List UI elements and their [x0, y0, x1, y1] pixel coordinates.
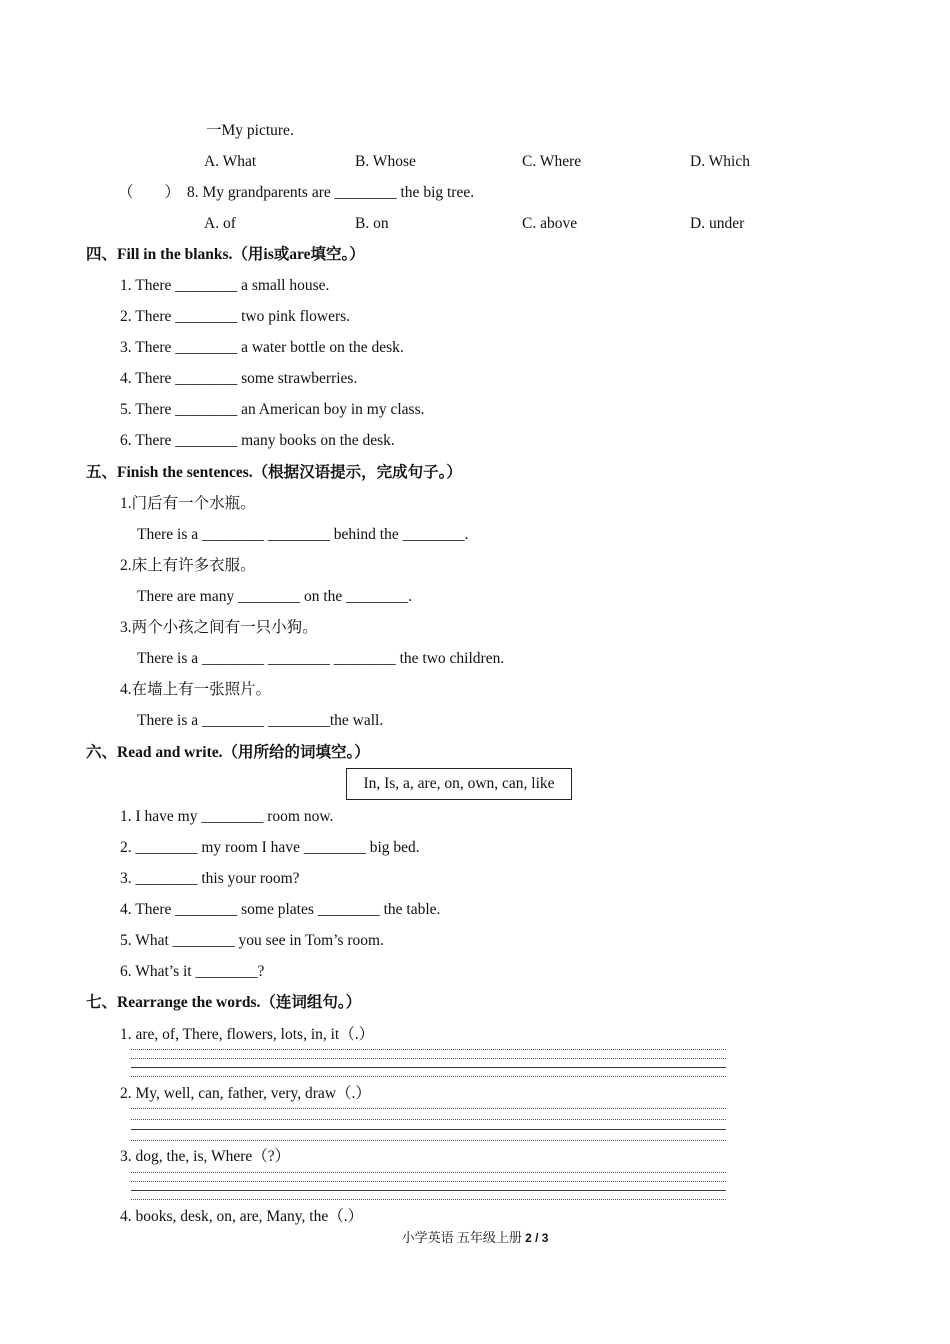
section4-item-1: 1. There ________ a small house. [120, 277, 330, 294]
section4-title: 四、Fill in the blanks.（用is或are填空。） [86, 246, 365, 263]
q8-option-a: A. of [204, 215, 236, 232]
section7-item-4: 4. books, desk, on, are, Many, the（.） [120, 1208, 364, 1225]
section5-item-2-en: There are many ________ on the ________. [137, 588, 413, 605]
q7-option-a: A. What [204, 153, 257, 170]
section5-item-3-cn: 3.两个小孩之间有一只小狗。 [120, 619, 318, 636]
section4-item-2: 2. There ________ two pink flowers. [120, 308, 351, 325]
q8-option-b: B. on [355, 215, 389, 232]
section5-item-4-en: There is a ________ ________the wall. [137, 712, 384, 729]
section7-item-3: 3. dog, the, is, Where（?） [120, 1148, 291, 1165]
section4-item-5: 5. There ________ an American boy in my class. [120, 401, 425, 418]
section4-item-6: 6. There ________ many books on the desk. [120, 432, 395, 449]
page-footer [0, 1229, 950, 1247]
section4-item-3: 3. There ________ a water bottle on the desk. [120, 339, 404, 356]
word-bank-box: In, Is, a, are, on, own, can, like [346, 768, 572, 800]
section5-item-1-cn: 1.门后有一个水瓶。 [120, 495, 256, 512]
page-number: 2 / 3 [525, 1231, 549, 1245]
section6-item-2: 2. ________ my room I have ________ big bed. [120, 839, 420, 856]
section4-item-4: 4. There ________ some strawberries. [120, 370, 358, 387]
q8-stem: 8. My grandparents are ________ the big tree. [187, 184, 475, 201]
q7-stem: 一My picture. [206, 122, 294, 139]
section5-item-4-cn: 4.在墙上有一张照片。 [120, 681, 272, 698]
section6-item-4: 4. There ________ some plates ________ the table. [120, 901, 441, 918]
section6-item-5: 5. What ________ you see in Tom’s room. [120, 932, 384, 949]
q8-option-d: D. under [690, 215, 745, 232]
q8-answer-paren[interactable]: （ ） [118, 184, 181, 201]
section5-title: 五、Finish the sentences.（根据汉语提示，完成句子。） [86, 464, 462, 481]
section5-item-1-en: There is a ________ ________ behind the ________. [137, 526, 469, 543]
section5-item-3-en: There is a ________ ________ ________ the two children. [137, 650, 505, 667]
q7-option-b: B. Whose [355, 153, 416, 170]
section6-item-6: 6. What’s it ________? [120, 963, 265, 980]
section6-item-1: 1. I have my ________ room now. [120, 808, 334, 825]
q7-option-c: C. Where [522, 153, 582, 170]
section7-item-2: 2. My, well, can, father, very, draw（.） [120, 1085, 371, 1102]
section6-item-3: 3. ________ this your room? [120, 870, 300, 887]
section6-title: 六、Read and write.（用所给的词填空。） [86, 744, 370, 761]
writing-lines-1[interactable] [131, 1049, 726, 1079]
q7-option-d: D. Which [690, 153, 750, 170]
footer-label: 小学英语 五年级上册 [401, 1230, 522, 1245]
writing-lines-2[interactable] [131, 1108, 726, 1142]
section5-item-2-cn: 2.床上有许多衣服。 [120, 557, 256, 574]
writing-lines-3[interactable] [131, 1172, 726, 1202]
section7-title: 七、Rearrange the words.（连词组句。） [86, 994, 362, 1011]
section7-item-1: 1. are, of, There, flowers, lots, in, it（.） [120, 1026, 375, 1043]
q8-option-c: C. above [522, 215, 578, 232]
